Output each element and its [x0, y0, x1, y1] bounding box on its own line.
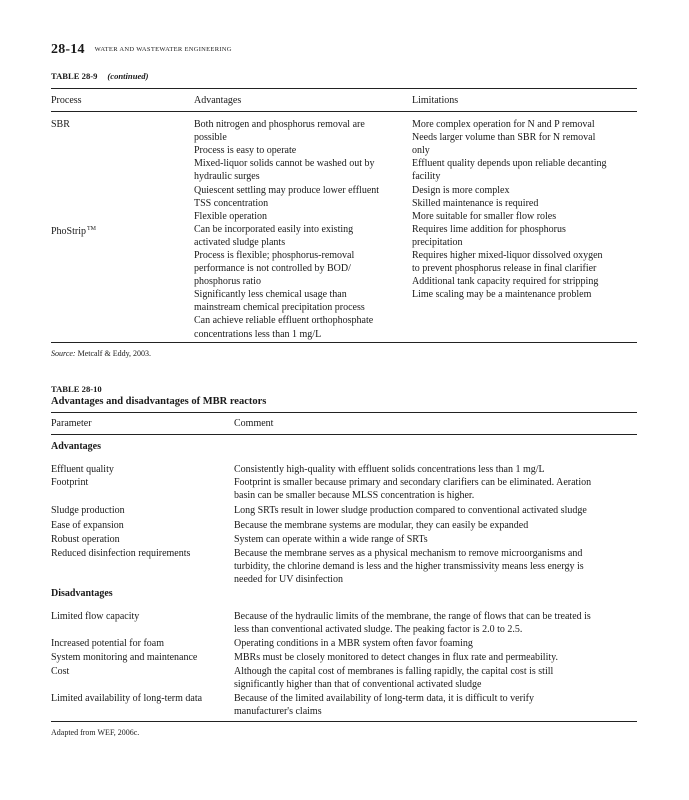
limitation-line: facility [412, 171, 441, 183]
section-heading-disadvantages: Disadvantages [51, 588, 113, 599]
table1-header-rule [51, 111, 637, 112]
comment-line: needed for UV disinfection [234, 574, 343, 585]
comment-line: Because of the hydraulic limits of the membrane, the range of flows that can be treated is [234, 611, 591, 622]
running-head: WATER AND WASTEWATER ENGINEERING [94, 46, 232, 53]
table1-top-rule [51, 88, 637, 89]
table1-col-limitations: Limitations [412, 95, 459, 106]
section-heading-advantages: Advantages [51, 441, 102, 452]
page-number: 28-14 [51, 42, 85, 57]
advantage-line: Flexible operation [194, 210, 268, 222]
advantage-line: Process is easy to operate [194, 145, 297, 157]
limitation-line: Lime scaling may be a maintenance problem [412, 289, 592, 301]
limitation-line: to prevent phosphorus release in final clarifier [412, 263, 597, 275]
advantage-line: mainstream chemical precipitation process [194, 302, 365, 314]
parameter-cell: Ease of expansion [51, 520, 124, 531]
comment-line: Although the capital cost of membranes is falling rapidly, the capital cost is still [234, 666, 554, 677]
comment-line: System can operate within a wide range of SRTs [234, 534, 428, 545]
table2-label: TABLE 28-10 [51, 384, 102, 394]
limitation-line: More complex operation for N and P removal [412, 119, 595, 130]
parameter-cell: Robust operation [51, 534, 120, 545]
comment-line: Long SRTs result in lower sludge production compared to conventional activated sludge [234, 505, 587, 516]
advantage-line: Can achieve reliable effluent orthophosphate [194, 315, 374, 327]
advantage-line: possible [194, 132, 227, 144]
comment-line: MBRs must be closely monitored to detect changes in flux rate and permeability. [234, 652, 558, 663]
advantage-line: Process is flexible; phosphorus-removal [194, 249, 355, 261]
advantage-line: Mixed-liquor solids cannot be washed out by [194, 158, 375, 170]
table1-source [51, 349, 151, 358]
advantage-line: Significantly less chemical usage than [194, 289, 347, 301]
comment-line: significantly higher than that of conventional activated sludge [234, 679, 482, 690]
parameter-cell: Effluent quality [51, 464, 114, 475]
table2-top-rule [51, 412, 637, 413]
parameter-cell: Limited flow capacity [51, 611, 140, 622]
parameter-cell: Limited availability of long-term data [51, 693, 203, 704]
table2-title: Advantages and disadvantages of MBR reactors [51, 396, 267, 407]
table1-col-process: Process [51, 95, 82, 106]
limitation-line: Design is more complex [412, 184, 510, 196]
source-label: Source: [51, 349, 76, 358]
parameter-cell: System monitoring and maintenance [51, 652, 198, 663]
limitation-line: Skilled maintenance is required [412, 197, 539, 209]
advantage-line: Quiescent settling may produce lower effluent [194, 184, 380, 196]
table2-col-parameter: Parameter [51, 418, 92, 429]
comment-line: Consistently high-quality with effluent solids concentrations less than 1 mg/L [234, 464, 545, 475]
running-header [51, 40, 232, 58]
table1-continued: (continued) [107, 71, 149, 81]
comment-line: manufacturer's claims [234, 706, 322, 717]
limitation-line: only [412, 145, 430, 157]
advantage-line: concentrations less than 1 mg/L [194, 328, 322, 340]
limitation-line: precipitation [412, 236, 463, 248]
parameter-cell: Footprint [51, 477, 89, 488]
comment-line: Because the membrane serves as a physical mechanism to remove microorganisms and [234, 548, 583, 559]
advantage-line: Both nitrogen and phosphorus removal are [194, 119, 365, 130]
process-name: PhoStrip™ [51, 225, 97, 237]
table2-header-rule [51, 434, 637, 435]
limitation-line: Needs larger volume than SBR for N removal [412, 132, 596, 144]
table1-label: TABLE 28-9 [51, 71, 98, 81]
comment-line: less than conventional activated sludge. The peaking factor is 2.0 to 2.5. [234, 624, 523, 635]
trademark-mark: TM [87, 225, 97, 232]
comment-line: basin can be smaller because MLSS concentration is higher. [234, 490, 475, 501]
advantage-line: hydraulic surges [194, 171, 260, 183]
advantage-line: activated sludge plants [194, 236, 286, 248]
limitation-line: More suitable for smaller flow roles [412, 210, 557, 222]
advantage-line: phosphorus ratio [194, 276, 261, 288]
table1-label-line [51, 71, 148, 82]
comment-line: turbidity, the chlorine demand is less and the higher transmissivity means less energy is [234, 561, 584, 572]
comment-line: Operating conditions in a MBR system often favor foaming [234, 638, 473, 649]
parameter-cell: Increased potential for foam [51, 638, 165, 649]
table2-bottom-rule [51, 721, 637, 722]
limitation-line: Additional tank capacity required for stripping [412, 276, 599, 288]
table2-footnote: Adapted from WEF, 2006c. [51, 728, 140, 737]
limitation-line: Requires lime addition for phosphorus [412, 223, 566, 235]
comment-line: Because the membrane systems are modular, they can easily be expanded [234, 520, 529, 531]
limitation-line: Effluent quality depends upon reliable decanting [412, 158, 607, 170]
source-text: Metcalf & Eddy, 2003. [77, 349, 152, 358]
table2-col-comment: Comment [234, 418, 274, 429]
table1-bottom-rule [51, 342, 637, 343]
comment-line: Footprint is smaller because primary and secondary clarifiers can be eliminated. Aeration [234, 477, 592, 488]
advantage-line: performance is not controlled by BOD/ [194, 263, 351, 275]
process-name: SBR [51, 119, 70, 130]
comment-line: Because of the limited availability of long-term data, it is difficult to verify [234, 693, 535, 704]
limitation-line: Requires higher mixed-liquor dissolved oxygen [412, 249, 603, 261]
parameter-cell: Reduced disinfection requirements [51, 548, 191, 559]
parameter-cell: Cost [51, 666, 70, 677]
parameter-cell: Sludge production [51, 505, 125, 516]
table1-col-advantages: Advantages [194, 95, 242, 106]
advantage-line: Can be incorporated easily into existing [194, 223, 354, 235]
advantage-line: TSS concentration [194, 197, 269, 209]
